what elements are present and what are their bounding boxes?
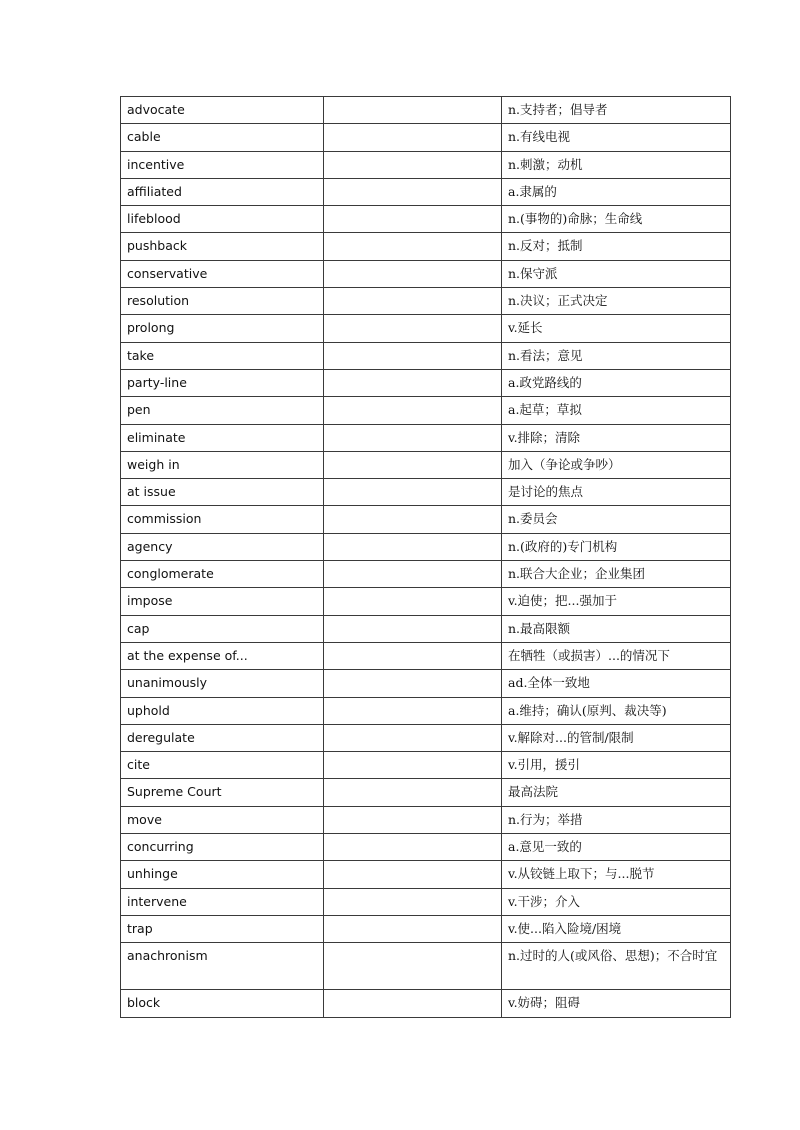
word-cell: concurring: [121, 834, 324, 861]
blank-cell: [324, 834, 502, 861]
table-row: [121, 834, 731, 861]
blank-cell: [324, 506, 502, 533]
table-row: [121, 315, 731, 342]
blank-cell: [324, 397, 502, 424]
word-cell: at issue: [121, 479, 324, 506]
definition-cell: n.委员会: [502, 506, 731, 533]
blank-cell: [324, 724, 502, 751]
blank-cell: [324, 915, 502, 942]
blank-cell: [324, 151, 502, 178]
blank-cell: [324, 288, 502, 315]
blank-cell: [324, 697, 502, 724]
definition-cell: v.使...陷入险境/困境: [502, 915, 731, 942]
word-cell: weigh in: [121, 451, 324, 478]
word-cell: conservative: [121, 260, 324, 287]
word-cell: move: [121, 806, 324, 833]
blank-cell: [324, 206, 502, 233]
blank-cell: [324, 124, 502, 151]
table-row: [121, 724, 731, 751]
definition-cell: 加入（争论或争吵）: [502, 451, 731, 478]
definition-cell: n.(政府的)专门机构: [502, 533, 731, 560]
table-row: [121, 888, 731, 915]
table-row: [121, 151, 731, 178]
word-cell: at the expense of...: [121, 642, 324, 669]
word-cell: prolong: [121, 315, 324, 342]
word-cell: advocate: [121, 97, 324, 124]
table-row: [121, 752, 731, 779]
table-row: [121, 369, 731, 396]
definition-cell: n.反对；抵制: [502, 233, 731, 260]
definition-cell: a.隶属的: [502, 178, 731, 205]
word-cell: intervene: [121, 888, 324, 915]
blank-cell: [324, 752, 502, 779]
definition-cell: 最高法院: [502, 779, 731, 806]
blank-cell: [324, 779, 502, 806]
word-cell: pushback: [121, 233, 324, 260]
blank-cell: [324, 315, 502, 342]
table-row: [121, 915, 731, 942]
blank-cell: [324, 861, 502, 888]
table-row: [121, 260, 731, 287]
definition-cell: v.延长: [502, 315, 731, 342]
definition-cell: a.起草；草拟: [502, 397, 731, 424]
word-cell: commission: [121, 506, 324, 533]
definition-cell: a.意见一致的: [502, 834, 731, 861]
table-row: [121, 342, 731, 369]
table-row: [121, 588, 731, 615]
word-cell: lifeblood: [121, 206, 324, 233]
table-row: [121, 806, 731, 833]
table-row: [121, 479, 731, 506]
definition-cell: ad.全体一致地: [502, 670, 731, 697]
table-row: [121, 233, 731, 260]
blank-cell: [324, 178, 502, 205]
blank-cell: [324, 424, 502, 451]
word-cell: unhinge: [121, 861, 324, 888]
definition-cell: n.(事物的)命脉；生命线: [502, 206, 731, 233]
blank-cell: [324, 479, 502, 506]
word-cell: eliminate: [121, 424, 324, 451]
definition-cell: n.最高限额: [502, 615, 731, 642]
word-cell: incentive: [121, 151, 324, 178]
word-cell: agency: [121, 533, 324, 560]
blank-cell: [324, 342, 502, 369]
blank-cell: [324, 588, 502, 615]
table-row: [121, 561, 731, 588]
definition-cell: n.刺激；动机: [502, 151, 731, 178]
definition-cell: n.过时的人(或风俗、思想)；不合时宜: [502, 943, 731, 990]
table-row: [121, 424, 731, 451]
table-row: [121, 206, 731, 233]
definition-cell: v.干涉；介入: [502, 888, 731, 915]
definition-cell: v.引用，援引: [502, 752, 731, 779]
word-cell: trap: [121, 915, 324, 942]
blank-cell: [324, 260, 502, 287]
blank-cell: [324, 369, 502, 396]
word-cell: block: [121, 990, 324, 1017]
definition-cell: n.支持者；倡导者: [502, 97, 731, 124]
definition-cell: v.迫使；把...强加于: [502, 588, 731, 615]
word-cell: resolution: [121, 288, 324, 315]
table-row: [121, 533, 731, 560]
blank-cell: [324, 806, 502, 833]
blank-cell: [324, 561, 502, 588]
definition-cell: v.从铰链上取下；与...脱节: [502, 861, 731, 888]
blank-cell: [324, 943, 502, 990]
blank-cell: [324, 642, 502, 669]
table-row: [121, 697, 731, 724]
definition-cell: n.决议；正式决定: [502, 288, 731, 315]
vocabulary-table-body: [121, 97, 731, 1018]
word-cell: Supreme Court: [121, 779, 324, 806]
definition-cell: n.保守派: [502, 260, 731, 287]
table-row: [121, 178, 731, 205]
table-row: [121, 642, 731, 669]
table-row: [121, 670, 731, 697]
definition-cell: n.联合大企业；企业集团: [502, 561, 731, 588]
word-cell: impose: [121, 588, 324, 615]
word-cell: cite: [121, 752, 324, 779]
word-cell: deregulate: [121, 724, 324, 751]
table-row: [121, 943, 731, 990]
blank-cell: [324, 451, 502, 478]
word-cell: affiliated: [121, 178, 324, 205]
blank-cell: [324, 990, 502, 1017]
table-row: [121, 288, 731, 315]
table-row: [121, 990, 731, 1017]
definition-cell: v.妨碍；阻碍: [502, 990, 731, 1017]
blank-cell: [324, 97, 502, 124]
table-row: [121, 779, 731, 806]
word-cell: uphold: [121, 697, 324, 724]
table-row: [121, 615, 731, 642]
definition-cell: n.有线电视: [502, 124, 731, 151]
vocabulary-table: [120, 96, 731, 1018]
definition-cell: n.看法；意见: [502, 342, 731, 369]
word-cell: party-line: [121, 369, 324, 396]
definition-cell: 是讨论的焦点: [502, 479, 731, 506]
blank-cell: [324, 533, 502, 560]
table-row: [121, 397, 731, 424]
blank-cell: [324, 233, 502, 260]
blank-cell: [324, 615, 502, 642]
definition-cell: a.维持；确认(原判、裁决等): [502, 697, 731, 724]
word-cell: cable: [121, 124, 324, 151]
blank-cell: [324, 670, 502, 697]
table-row: [121, 506, 731, 533]
table-row: [121, 97, 731, 124]
definition-cell: a.政党路线的: [502, 369, 731, 396]
word-cell: unanimously: [121, 670, 324, 697]
word-cell: anachronism: [121, 943, 324, 990]
definition-cell: 在牺牲（或损害）...的情况下: [502, 642, 731, 669]
definition-cell: n.行为；举措: [502, 806, 731, 833]
table-row: [121, 124, 731, 151]
table-row: [121, 451, 731, 478]
definition-cell: v.解除对...的管制/限制: [502, 724, 731, 751]
table-row: [121, 861, 731, 888]
word-cell: conglomerate: [121, 561, 324, 588]
word-cell: pen: [121, 397, 324, 424]
word-cell: take: [121, 342, 324, 369]
blank-cell: [324, 888, 502, 915]
definition-cell: v.排除；清除: [502, 424, 731, 451]
word-cell: cap: [121, 615, 324, 642]
